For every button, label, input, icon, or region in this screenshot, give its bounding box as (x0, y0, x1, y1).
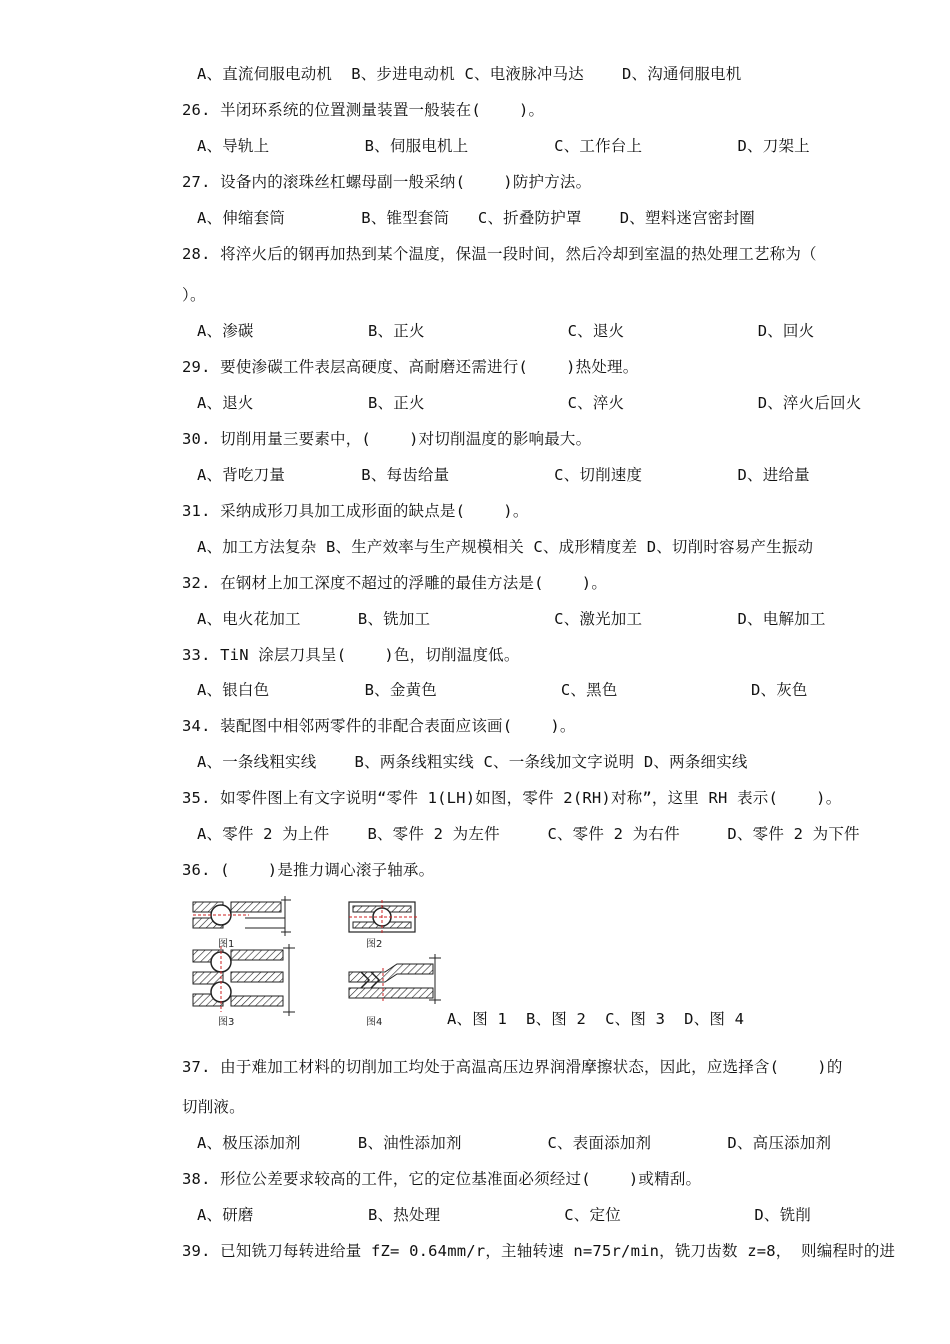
q39-stem: 39. 已知铣刀每转进给量 fZ= 0.64mm/r，主轴转速 n=75r/min，铣刀齿数 z=8， 则编程时的进 (182, 1242, 896, 1260)
q27-stem: 27. 设备内的滚珠丝杠螺母副一般采纳( )防护方法。 (182, 173, 592, 191)
q38-options: A、研磨 B、热处理 C、定位 D、铣削 (197, 1206, 811, 1224)
q37-stem-cont: 切削液。 (182, 1098, 245, 1116)
q29-options: A、退火 B、正火 C、淬火 D、淬火后回火 (197, 394, 862, 412)
figure-2-caption: 图2 (366, 939, 383, 950)
figure-3-drawing (193, 944, 295, 1016)
q28-stem-cont: ）。 (182, 286, 206, 304)
q32-options: A、电火花加工 B、铣加工 C、激光加工 D、电解加工 (197, 610, 826, 628)
figure-2-drawing (349, 900, 417, 934)
q35-stem: 35. 如零件图上有文字说明“零件 1(LH)如图，零件 2(RH)对称”，这里 RH 表示( )。 (182, 789, 842, 807)
q30-stem: 30. 切削用量三要素中，( )对切削温度的影响最大。 (182, 430, 592, 448)
q27-options: A、伸缩套筒 B、锥型套筒 C、折叠防护罩 D、塑料迷宫密封圈 (197, 209, 755, 227)
q33-stem: 33. TiN 涂层刀具呈( )色，切削温度低。 (182, 646, 520, 664)
q29-stem: 29. 要使渗碳工件表层高硬度、高耐磨还需进行( )热处理。 (182, 358, 639, 376)
q31-stem: 31. 采纳成形刀具加工成形面的缺点是( )。 (182, 502, 529, 520)
q34-stem: 34. 装配图中相邻两零件的非配合表面应该画( )。 (182, 717, 576, 735)
figure-3-caption: 图3 (218, 1017, 235, 1028)
q26-stem: 26. 半闭环系统的位置测量装置一般装在( )。 (182, 101, 545, 119)
q34-options: A、一条线粗实线 B、两条线粗实线 C、一条线加文字说明 D、两条细实线 (197, 753, 748, 771)
q37-options: A、极压添加剂 B、油性添加剂 C、表面添加剂 D、高压添加剂 (197, 1134, 832, 1152)
q36-stem: 36. ( )是推力调心滚子轴承。 (182, 861, 435, 879)
q28-stem: 28. 将淬火后的钢再加热到某个温度，保温一段时间，然后冷却到室温的热处理工艺称为（ (182, 245, 817, 263)
q35-options: A、零件 2 为上件 B、零件 2 为左件 C、零件 2 为右件 D、零件 2 为下件 (197, 825, 860, 843)
q33-options: A、银白色 B、金黄色 C、黑色 D、灰色 (197, 681, 808, 699)
q31-options: A、加工方法复杂 B、生产效率与生产规模相关 C、成形精度差 D、切削时容易产生振动 (197, 538, 814, 556)
figure-1-caption: 图1 (218, 939, 235, 950)
q32-stem: 32. 在钢材上加工深度不超过的浮雕的最佳方法是( )。 (182, 574, 608, 592)
figure-1-drawing (193, 896, 291, 936)
figure-4-drawing (349, 954, 441, 1004)
q26-options: A、导轨上 B、伺服电机上 C、工作台上 D、刀架上 (197, 137, 810, 155)
q30-options: A、背吃刀量 B、每齿给量 C、切削速度 D、进给量 (197, 466, 810, 484)
q38-stem: 38. 形位公差要求较高的工件，它的定位基准面必须经过( )或精刮。 (182, 1170, 702, 1188)
q25-options: A、直流伺服电动机 B、步进电动机 C、电液脉冲马达 D、沟通伺服电机 (197, 65, 742, 83)
bearing-figures (185, 892, 455, 1032)
q36-options: A、图 1 B、图 2 C、图 3 D、图 4 (447, 1010, 745, 1028)
figure-4-caption: 图4 (366, 1017, 383, 1028)
q37-stem: 37. 由于难加工材料的切削加工均处于高温高压边界润滑摩擦状态，因此，应选择含( )的 (182, 1058, 843, 1076)
q28-options: A、渗碳 B、正火 C、退火 D、回火 (197, 322, 815, 340)
